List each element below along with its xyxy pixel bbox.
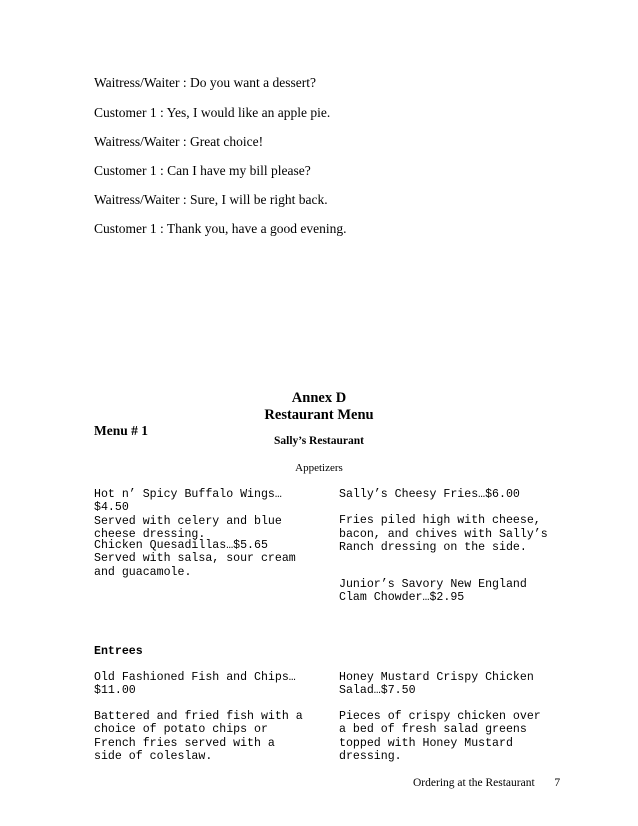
- menu-item: [339, 488, 554, 555]
- menu-item-name: Sally’s Cheesy Fries…$6.00: [339, 488, 520, 501]
- menu-item: [94, 488, 309, 542]
- dialogue-line: Waitress/Waiter : Do you want a dessert?: [94, 75, 317, 90]
- appetizers-heading: Appetizers: [295, 462, 343, 474]
- menu-item-name: Hot n’ Spicy Buffalo Wings…$4.50: [94, 488, 282, 515]
- menu-item-name: Old Fashioned Fish and Chips…$11.00: [94, 671, 296, 698]
- menu-item: [94, 539, 309, 579]
- dialogue-line: Waitress/Waiter : Sure, I will be right back.: [94, 192, 328, 207]
- menu-item-desc: Fries piled high with cheese, bacon, and chives with Sally’s Ranch dressing on the side.: [339, 514, 548, 555]
- annex-subtitle: Restaurant Menu: [264, 407, 374, 423]
- menu-item-name: Honey Mustard Crispy Chicken Salad…$7.50: [339, 671, 534, 698]
- menu-item-name: Chicken Quesadillas…$5.65: [94, 539, 268, 552]
- menu-item-desc: Served with salsa, sour cream and guacamole.: [94, 552, 296, 579]
- menu-item: [339, 671, 551, 763]
- page-footer: [413, 777, 560, 789]
- menu-number: Menu # 1: [94, 423, 148, 438]
- dialogue-line: Customer 1 : Yes, I would like an apple pie.: [94, 105, 331, 120]
- menu-item-desc: Battered and fried fish with a choice of potato chips or French fries served with a side of coleslaw.: [94, 709, 303, 764]
- dialogue-line: Customer 1 : Can I have my bill please?: [94, 163, 311, 178]
- entrees-heading: Entrees: [94, 645, 143, 658]
- dialogue-line: Customer 1 : Thank you, have a good evening.: [94, 221, 347, 236]
- dialogue-line: Waitress/Waiter : Great choice!: [94, 134, 264, 149]
- menu-item-desc: Served with celery and blue cheese dressing.: [94, 514, 282, 542]
- menu-item-name: Junior’s Savory New England Clam Chowder…$2.95: [339, 578, 527, 605]
- page-number: 7: [554, 777, 561, 789]
- menu-item: [339, 578, 554, 605]
- menu-item: [94, 671, 309, 763]
- restaurant-name: Sally’s Restaurant: [274, 435, 364, 447]
- menu-item-desc: Pieces of crispy chicken over a bed of fresh salad greens topped with Honey Mustard dressing.: [339, 709, 541, 764]
- footer-title: Ordering at the Restaurant: [413, 777, 535, 789]
- annex-title: Annex D: [291, 390, 347, 406]
